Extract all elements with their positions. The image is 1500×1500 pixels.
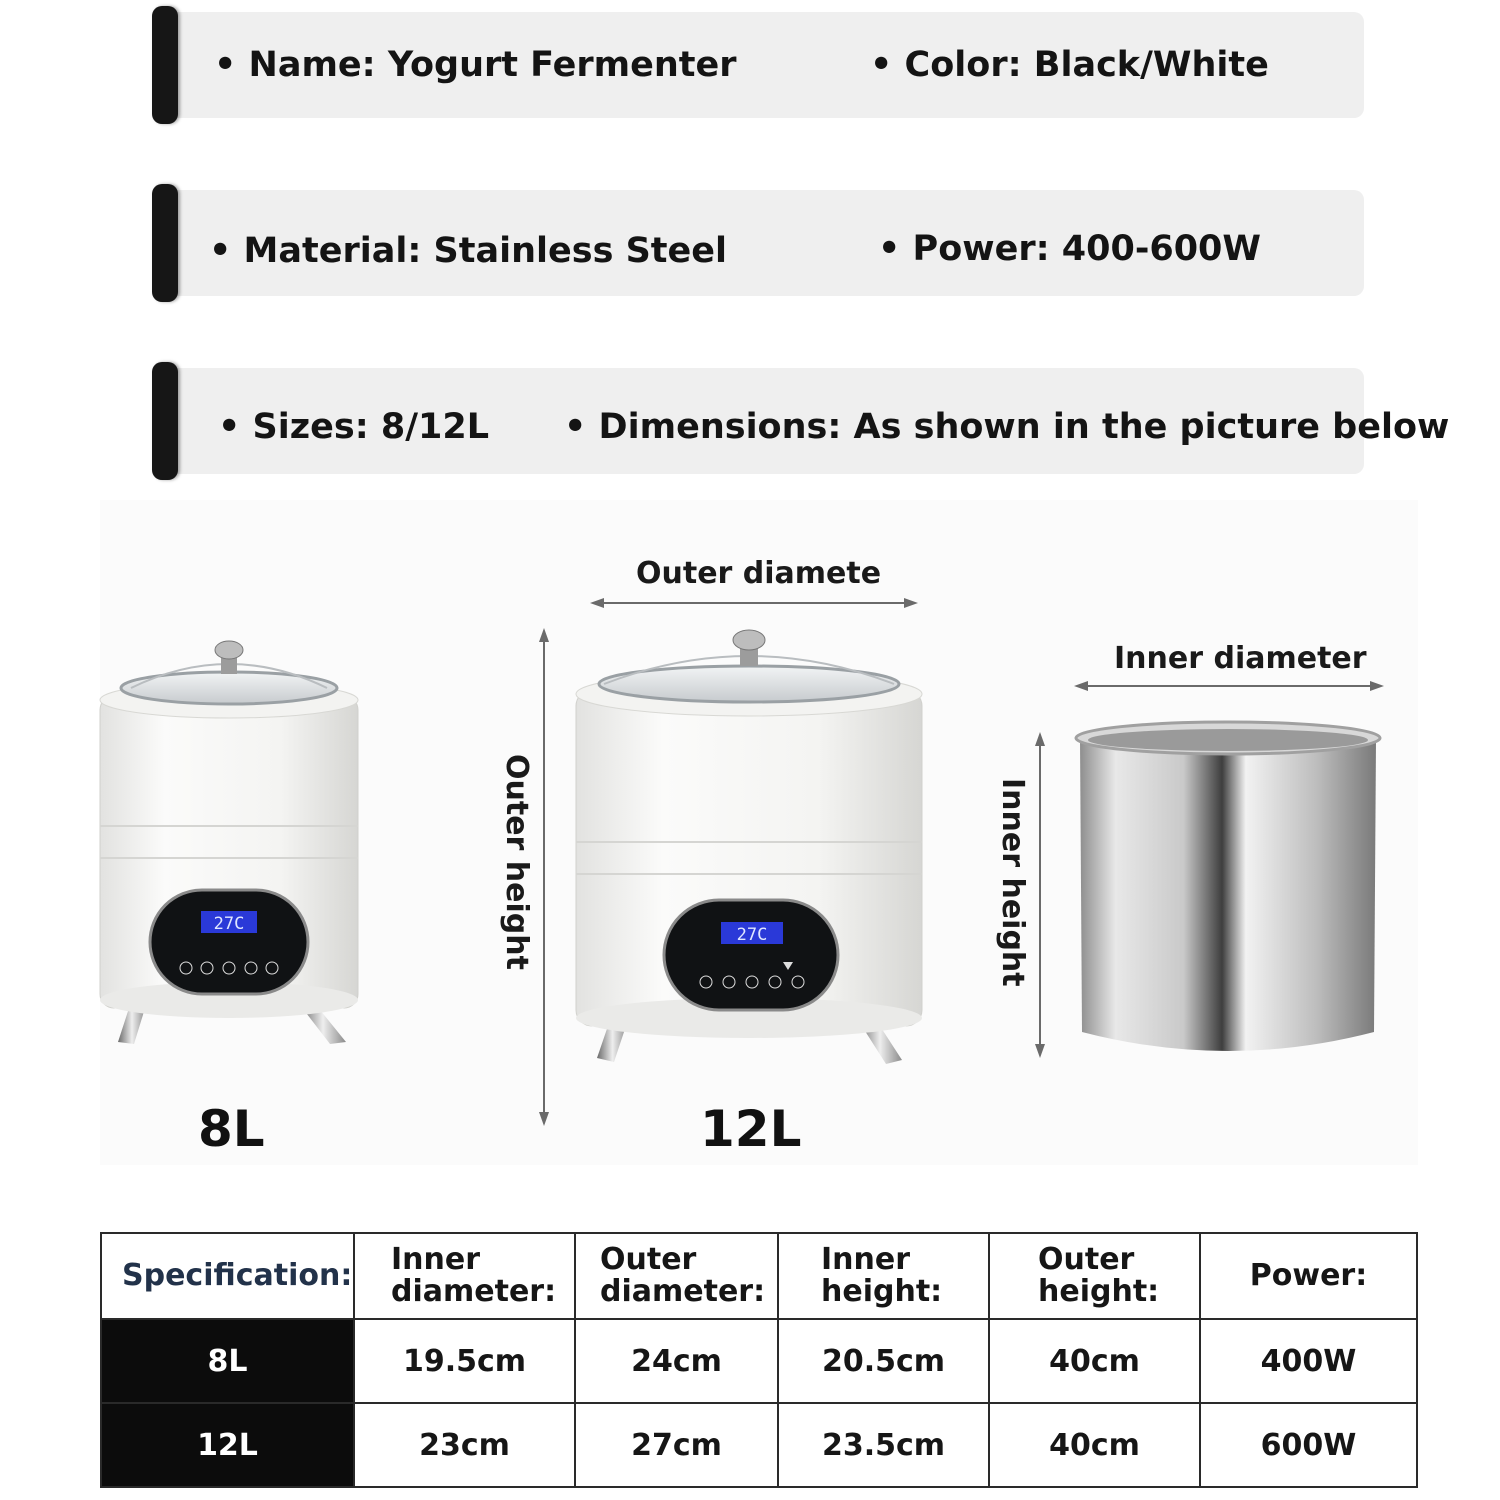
- inner-pot: [1076, 722, 1380, 1051]
- outer-diameter-label: Outer diamete: [636, 556, 882, 591]
- table-header-row: [101, 1233, 1417, 1319]
- table-cell: 20.5cm: [778, 1319, 989, 1403]
- row-header: 12L: [101, 1403, 354, 1487]
- feature-color: • Color: Black/White: [870, 45, 1269, 85]
- table-row: [101, 1403, 1417, 1487]
- header-cell: Outer height:: [989, 1233, 1200, 1319]
- header-cell: Inner height:: [778, 1233, 989, 1319]
- table-cell: 27cm: [575, 1403, 778, 1487]
- display-readout: 27C: [213, 914, 245, 934]
- table-cell: 23.5cm: [778, 1403, 989, 1487]
- size-label-large: 12L: [700, 1100, 802, 1158]
- table-cell: 600W: [1200, 1403, 1417, 1487]
- header-cell: Outer diameter:: [575, 1233, 778, 1319]
- table-cell: 23cm: [354, 1403, 575, 1487]
- table-cell: 40cm: [989, 1403, 1200, 1487]
- header-cell: Power:: [1200, 1233, 1417, 1319]
- specification-table: [100, 1232, 1418, 1488]
- row-header: 8L: [101, 1319, 354, 1403]
- large-fermenter: [576, 630, 922, 1064]
- header-cell: Inner diameter:: [354, 1233, 575, 1319]
- table-cell: 24cm: [575, 1319, 778, 1403]
- small-fermenter: [100, 641, 358, 1044]
- outer-height-label: Outer height: [499, 754, 534, 970]
- inner-diameter-label: Inner diameter: [1114, 641, 1367, 676]
- table-cell: 400W: [1200, 1319, 1417, 1403]
- table-cell: 19.5cm: [354, 1319, 575, 1403]
- size-label-small: 8L: [198, 1100, 265, 1158]
- table-row: [101, 1319, 1417, 1403]
- inner-height-label: Inner height: [995, 778, 1030, 987]
- table-cell: 40cm: [989, 1319, 1200, 1403]
- feature-material: • Material: Stainless Steel: [209, 231, 727, 271]
- display-readout: 27C: [736, 925, 768, 945]
- feature-sizes: • Sizes: 8/12L: [218, 407, 490, 447]
- feature-dimensions: • Dimensions: As shown in the picture below: [564, 407, 1450, 447]
- feature-name: • Name: Yogurt Fermenter: [214, 45, 737, 85]
- header-cell: Specification:: [101, 1233, 354, 1319]
- feature-power: • Power: 400-600W: [878, 229, 1262, 269]
